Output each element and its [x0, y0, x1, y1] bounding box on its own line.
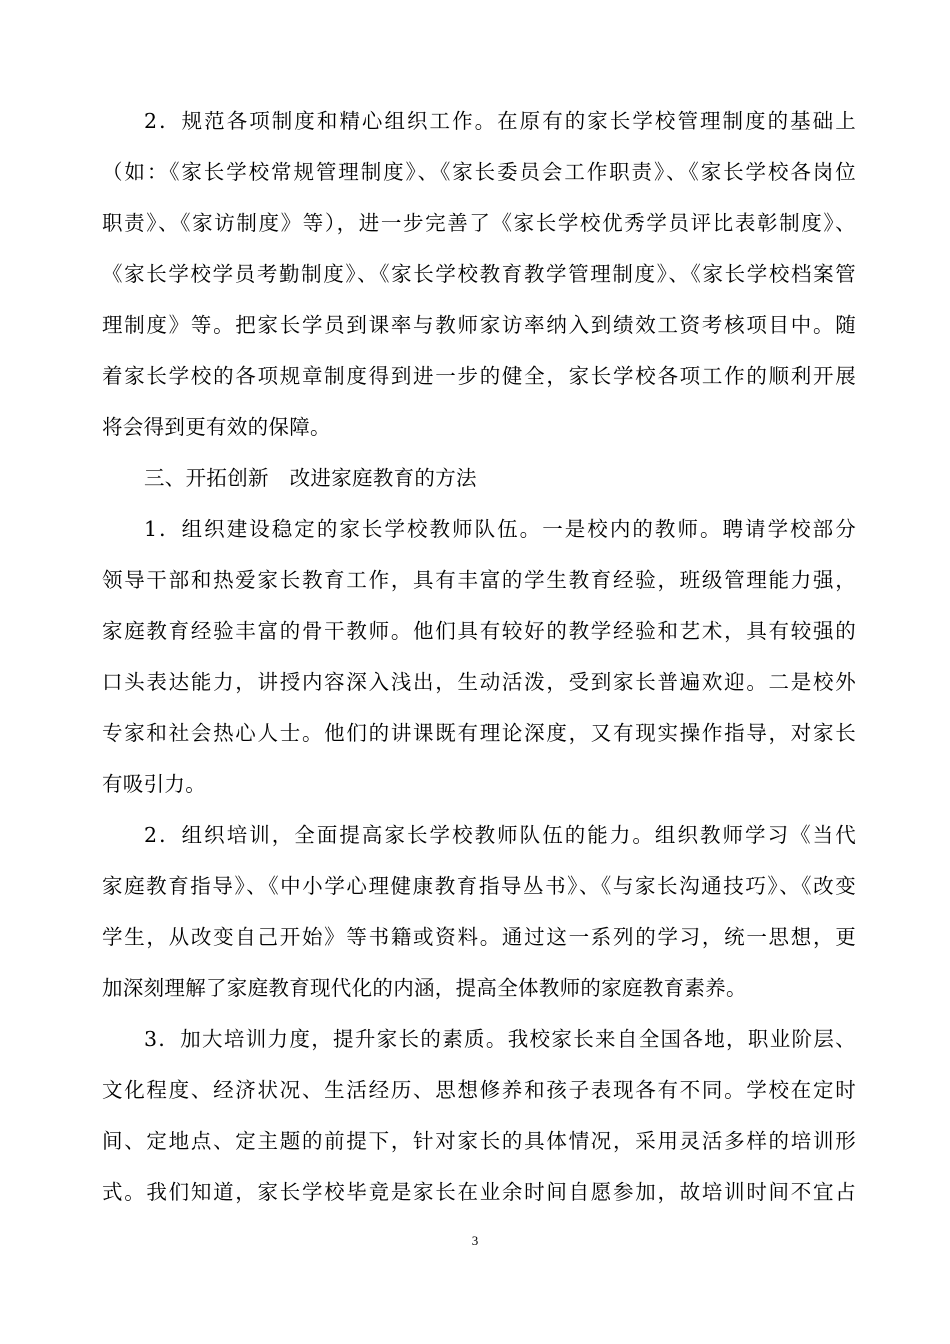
paragraph-line: 3．加大培训力度，提升家长的素质。我校家长来自全国各地，职业阶层、 — [144, 1027, 856, 1051]
paragraph-line: 职责》、《家访制度》等），进一步完善了《家长学校优秀学员评比表彰制度》、 — [102, 211, 856, 235]
paragraph-line: 2．组织培训，全面提高家长学校教师队伍的能力。组织教师学习《当代 — [144, 823, 856, 847]
paragraph-line: 2．规范各项制度和精心组织工作。在原有的家长学校管理制度的基础上 — [144, 109, 856, 133]
paragraph-line: 有吸引力。 — [102, 772, 206, 796]
paragraph-line: 专家和社会热心人士。他们的讲课既有理论深度，又有现实操作指导，对家长 — [102, 721, 856, 745]
paragraph-line: 加深刻理解了家庭教育现代化的内涵，提高全体教师的家庭教育素养。 — [102, 976, 747, 1000]
paragraph-line: 将会得到更有效的保障。 — [102, 415, 331, 439]
paragraph-line: 1．组织建设稳定的家长学校教师队伍。一是校内的教师。聘请学校部分 — [144, 517, 856, 541]
paragraph-line: 口头表达能力，讲授内容深入浅出，生动活泼，受到家长普遍欢迎。二是校外 — [102, 670, 856, 694]
paragraph-line: （如：《家长学校常规管理制度》、《家长委员会工作职责》、《家长学校各岗位 — [102, 160, 856, 184]
document-body — [102, 96, 856, 1218]
paragraph-line: 家庭教育指导》、《中小学心理健康教育指导丛书》、《与家长沟通技巧》、《改变 — [102, 874, 856, 898]
paragraph-line: 家庭教育经验丰富的骨干教师。他们具有较好的教学经验和艺术，具有较强的 — [102, 619, 856, 643]
section-heading: 三、开拓创新 改进家庭教育的方法 — [144, 466, 477, 490]
paragraph-line: 《家长学校学员考勤制度》、《家长学校教育教学管理制度》、《家长学校档案管 — [102, 262, 856, 286]
page-number: 3 — [471, 1233, 479, 1248]
paragraph-line: 式。我们知道，家长学校毕竟是家长在业余时间自愿参加，故培训时间不宜占 — [102, 1180, 856, 1204]
paragraph-line: 学生，从改变自己开始》等书籍或资料。通过这一系列的学习，统一思想，更 — [102, 925, 856, 949]
paragraph-line: 着家长学校的各项规章制度得到进一步的健全，家长学校各项工作的顺利开展 — [102, 364, 856, 388]
paragraph-line: 理制度》等。把家长学员到课率与教师家访率纳入到绩效工资考核项目中。随 — [102, 313, 856, 337]
paragraph-line: 间、定地点、定主题的前提下，针对家长的具体情况，采用灵活多样的培训形 — [102, 1129, 856, 1153]
paragraph-line: 文化程度、经济状况、生活经历、思想修养和孩子表现各有不同。学校在定时 — [102, 1078, 856, 1102]
paragraph-line: 领导干部和热爱家长教育工作，具有丰富的学生教育经验，班级管理能力强， — [102, 568, 856, 592]
